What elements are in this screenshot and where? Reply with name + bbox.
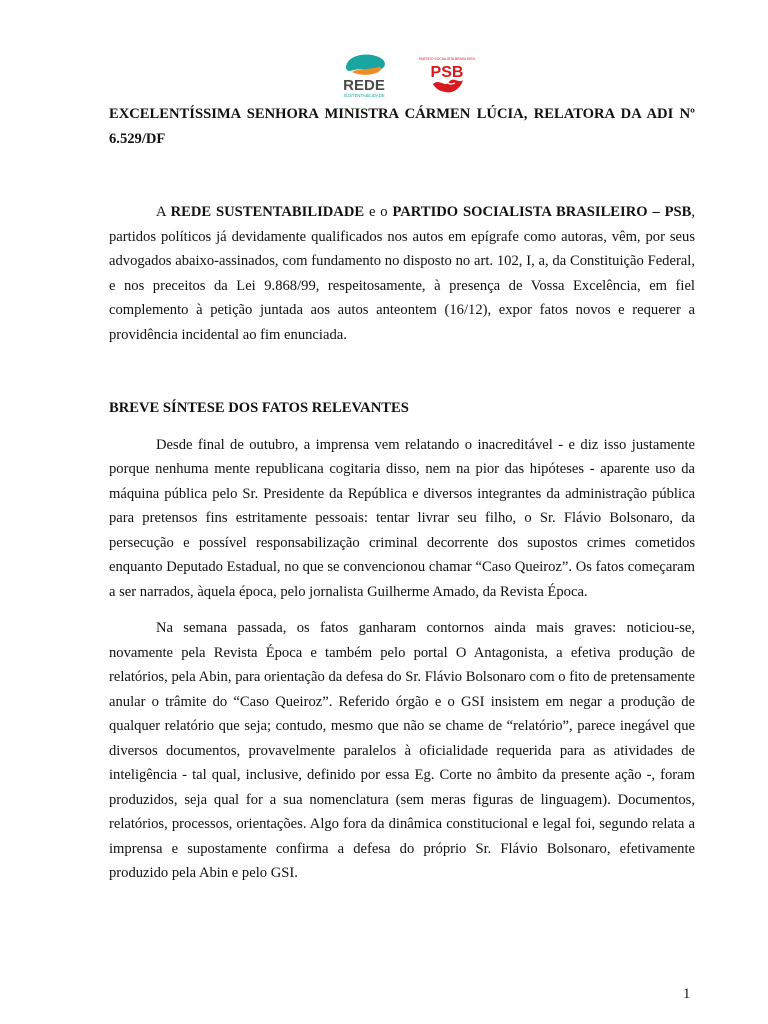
intro-paragraph xyxy=(109,200,695,347)
rede-name: REDE SUSTENTABILIDADE xyxy=(170,204,365,220)
facts-paragraph-2: Na semana passada, os fatos ganharam contornos ainda mais graves: noticiou-se, novamente pela Revista Época e também pelo portal O Antagonista, a efetiva produção de relatórios, pela Abin, para orientação da defesa do Sr. Flávio Bolsonaro com o fito de pretensamente anular o trâmite do “Caso Queiroz”. Referido órgão e o GSI insistem em negar a produção de qualquer relatório que seja; contudo, mesmo que não se chame de “relatório”, parece inegável que diversos documentos, provavelmente paralelos à oficialidade requerida para as atividades de inteligência - tal qual, inclusive, definido por essa Eg. Corte no âmbito da presente ação -, foram produzidos, seja qual for a sua nomenclatura (sem meras figuras de linguagem). Documentos, relatórios, processos, orientações. Algo fora da dinâmica constitucional e legal foi, segundo relata a imprensa e supostamente confirma a defesa do próprio Sr. Flávio Bolsonaro, efetivamente produzido pela Abin e pelo GSI. xyxy=(109,620,695,881)
document-heading: EXCELENTÍSSIMA SENHORA MINISTRA CÁRMEN LÚCIA, RELATORA DA ADI Nº 6.529/DF xyxy=(109,106,695,147)
facts-paragraph-1: Desde final de outubro, a imprensa vem relatando o inacreditável - e diz isso justamente porque nenhuma mente republicana cogitaria disso, nem na pior das hipóteses - aparente uso da máquina pública pelo Sr. Presidente da República e diversos integrantes da administração pública para pretensos fins estritamente pessoais: tentar livrar seu filho, o Sr. Flávio Bolsonaro, da persecução e possível responsabilização criminal decorrente dos supostos crimes cometidos enquanto Deputado Estadual, no que se convencionou chamar “Caso Queiroz”. Os fatos começaram a ser narrados, àquela época, pelo jornalista Guilherme Amado, da Revista Época. xyxy=(109,436,695,600)
rede-logo-subtext: SUSTENTABILIDADE xyxy=(343,93,385,98)
rede-logo-text: REDE xyxy=(343,77,385,94)
psb-logo-subtext: PARTIDO SOCIALISTA BRASILEIRO xyxy=(418,57,476,61)
rede-sustentabilidade-logo xyxy=(336,50,392,100)
document-body xyxy=(109,102,695,886)
psb-name: PARTIDO SOCIALISTA BRASILEIRO – PSB xyxy=(392,204,692,220)
intro-text-e: , partidos políticos já devidamente qualificados nos autos em epígrafe como autoras, vêm, por seus advogados abaixo-assinados, com fundamento no disposto no art. 102, I, a, da Constituição Federal, e nos preceitos da Lei 9.868/99, respeitosamente, à presença de Vossa Excelência, em fiel complemento à petição juntada aos autos anteontem (16/12), expor fatos novos e requerer a providência incidental ao fim enunciada. xyxy=(109,204,696,343)
page-number: 1 xyxy=(683,986,691,1002)
psb-logo xyxy=(418,54,476,98)
intro-text-c: e o xyxy=(364,204,393,220)
header-logos xyxy=(0,50,768,102)
section-title: BREVE SÍNTESE DOS FATOS RELEVANTES xyxy=(109,400,409,416)
psb-logo-text: PSB xyxy=(430,64,464,81)
intro-text-a: A xyxy=(156,204,171,220)
